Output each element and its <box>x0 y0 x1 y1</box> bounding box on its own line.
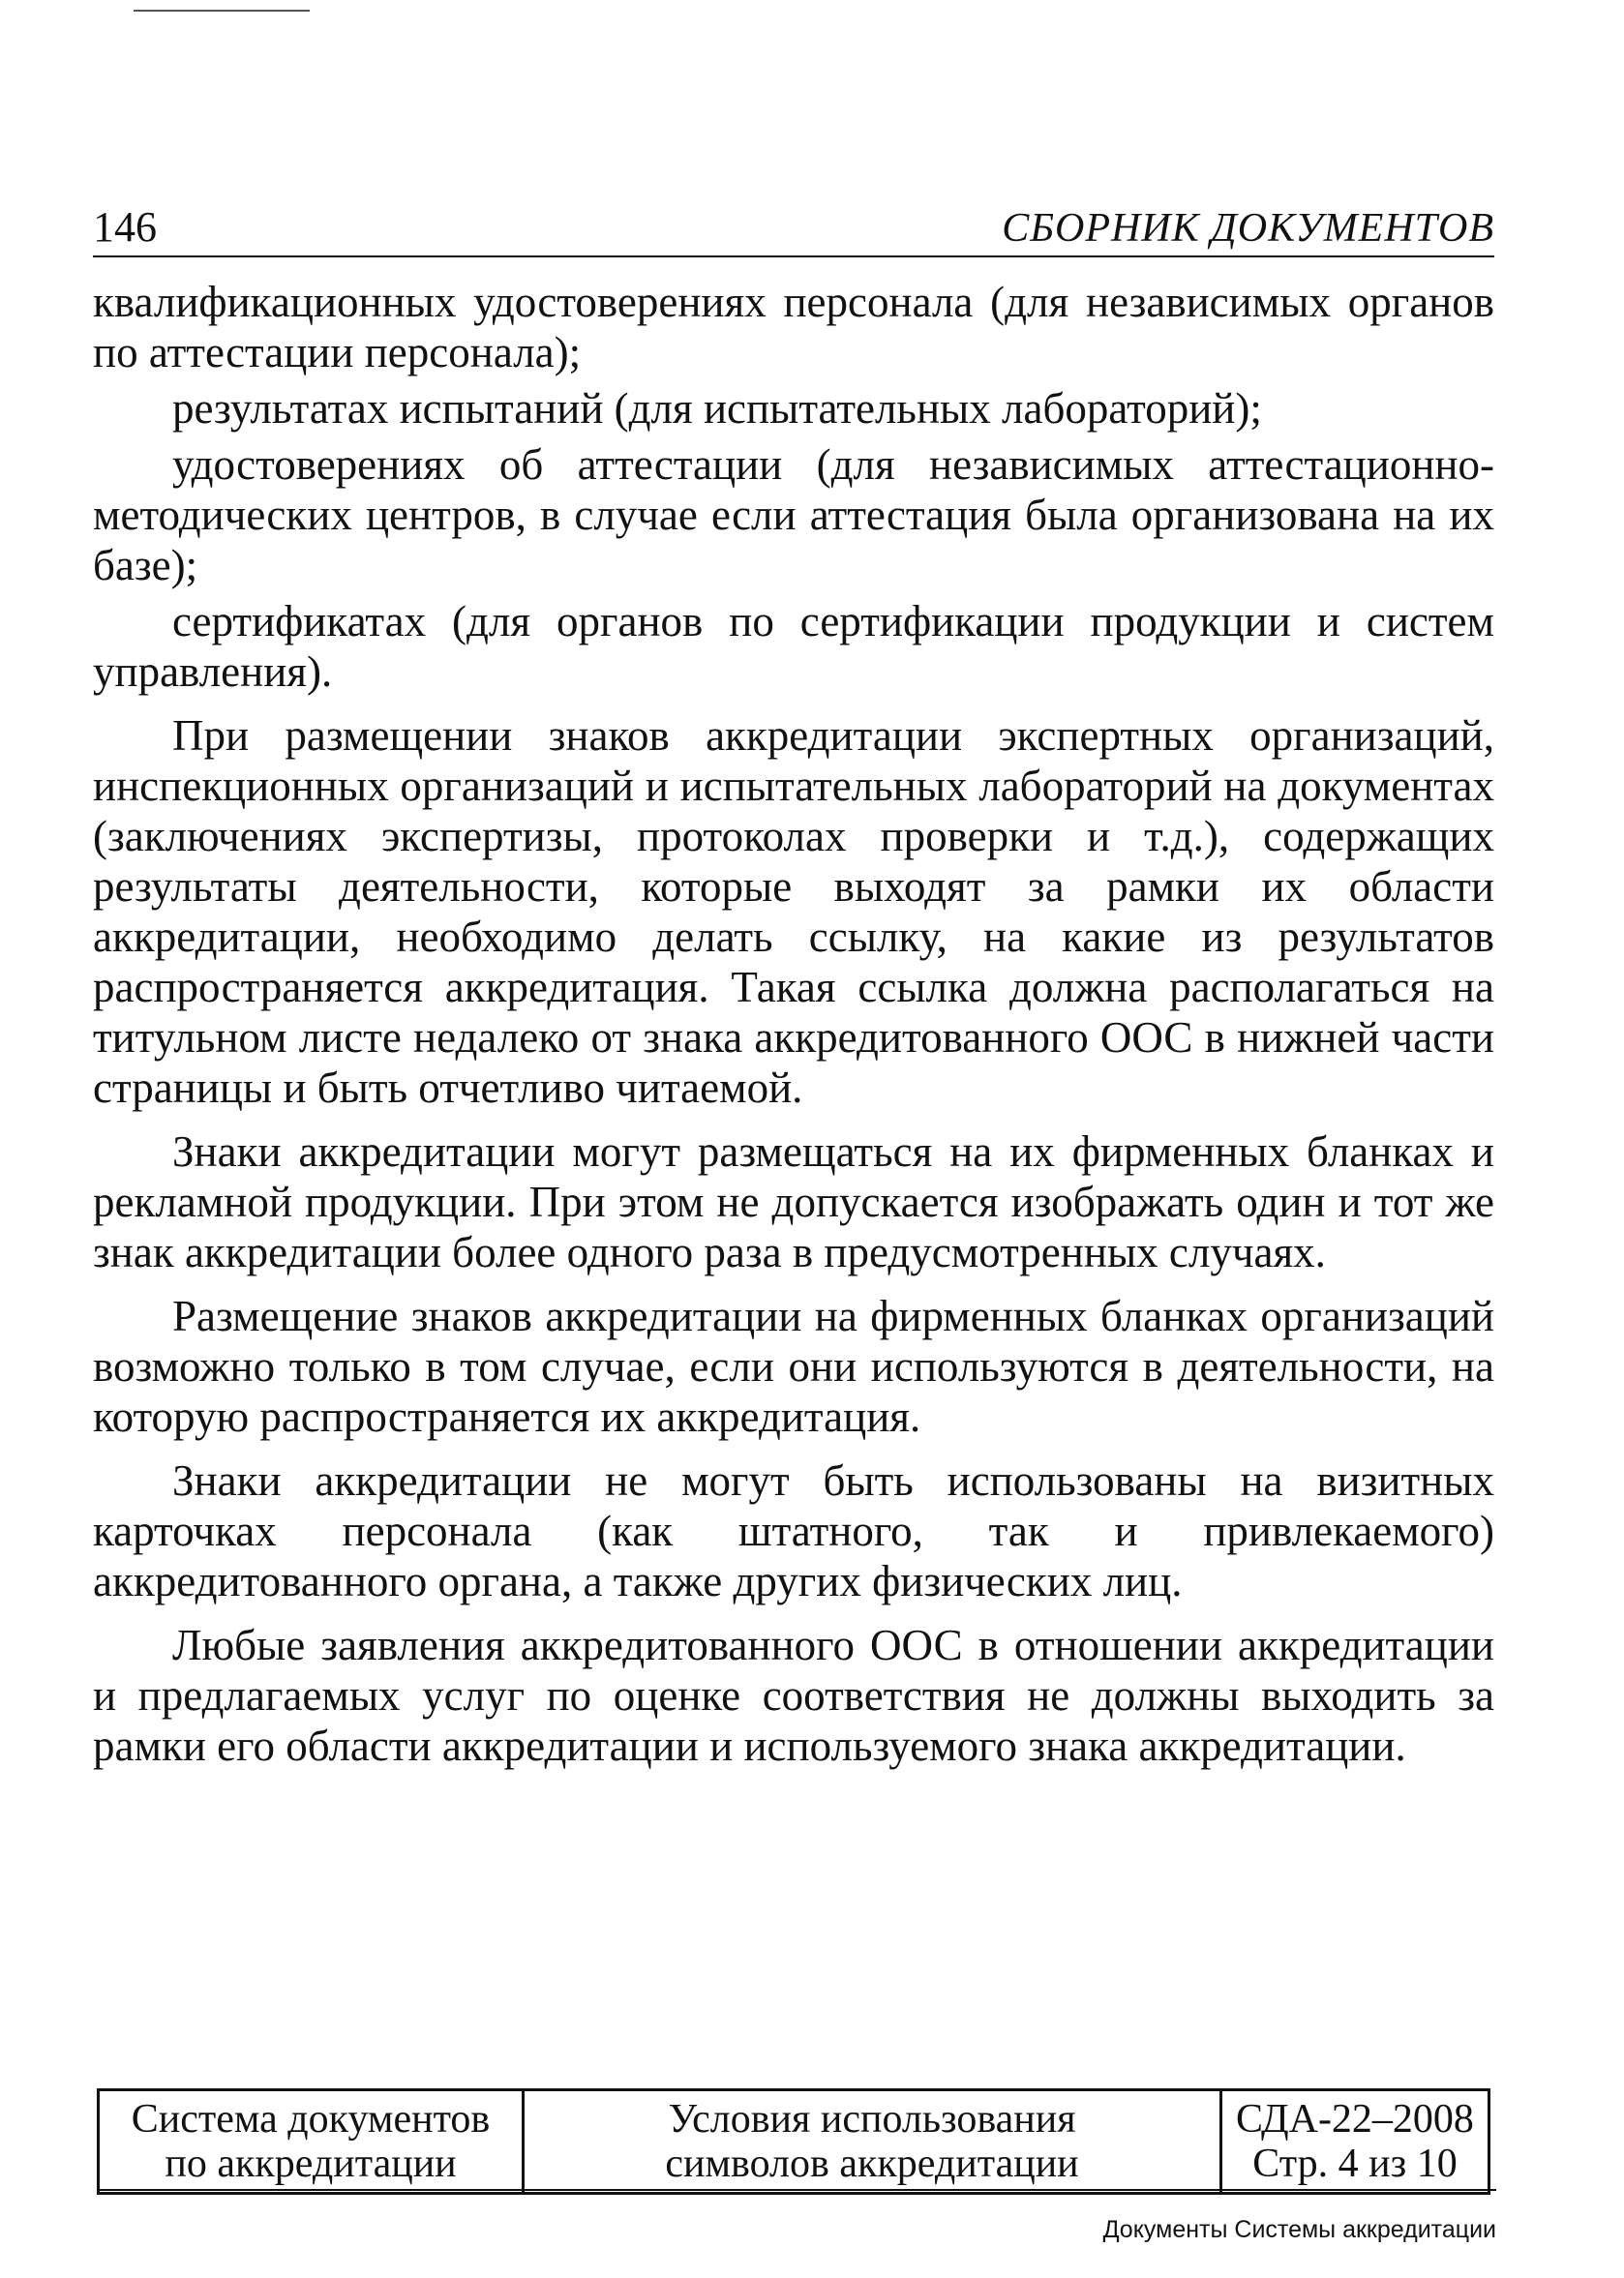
paragraph-1: квалификационных удостоверениях персонала (для независимых органов по аттестации персонала); <box>93 278 1494 376</box>
top-edge-rule <box>134 10 310 12</box>
footer-page-indicator: Стр. 4 из 10 <box>1252 2142 1458 2186</box>
page-number: 146 <box>93 203 157 251</box>
paragraph-7: Размещение знаков аккредитации на фирменных бланках организаций возможно только в том случае, если они используются в деятельности, на которую распространяется их аккредитация. <box>93 1292 1494 1441</box>
paragraph-6: Знаки аккредитации могут размещаться на их фирменных бланках и рекламной продукции. При этом не допускается изображать один и тот же знак аккредитации более одного раза в предусмотренных случаях. <box>93 1127 1494 1276</box>
footer-document-code: СДА-22–2008 <box>1236 2097 1474 2142</box>
paragraph-2: результатах испытаний (для испытательных лабораторий); <box>172 384 1262 433</box>
paragraph-5: При размещении знаков аккредитации экспертных организаций, инспекционных организаций и испытательных лабораторий на документах (заключениях экспертизы, протоколах проверки и т.д.), содержащих результаты деятельности, которые выходят за рамки их области аккредитации, необходимо делать ссылку, на какие из результатов распространяется аккредитация. Такая ссылка должна располагаться на титульном листе недалеко от знака аккредитованного ООС в нижней части страницы и быть отчетливо читаемой. <box>93 711 1494 1112</box>
paragraph-4: сертификатах (для органов по сертификации продукции и систем управления). <box>93 597 1494 696</box>
footer-title-cell <box>524 2090 1221 2194</box>
document-footer-table <box>97 2088 1490 2195</box>
footer-code-cell <box>1221 2090 1489 2194</box>
footer-title-line1: Условия использования <box>668 2097 1076 2142</box>
page-header <box>93 194 1494 257</box>
footer-title-line2: символов аккредитации <box>665 2142 1079 2186</box>
footer-table-row <box>99 2090 1489 2194</box>
source-line: Документы Системы аккредитации <box>1102 2216 1496 2243</box>
footer-system-line1: Система документов <box>131 2097 491 2142</box>
body-text <box>93 277 1494 1777</box>
footer-system-line2: по аккредитации <box>165 2142 457 2186</box>
footer-system-cell <box>99 2090 524 2194</box>
paragraph-8: Знаки аккредитации не могут быть использованы на визитных карточках персонала (как штатного, так и привлекаемого) аккредитованного органа, а также других физических лиц. <box>93 1456 1494 1605</box>
paragraph-3: удостоверениях об аттестации (для независимых аттестационно-методических центров, в случае если аттестация была организована на их базе); <box>93 440 1494 589</box>
bottom-rule <box>97 2189 1496 2191</box>
running-title: СБОРНИК ДОКУМЕНТОВ <box>1002 206 1494 251</box>
paragraph-9: Любые заявления аккредитованного ООС в отношении аккредитации и предлагаемых услуг по оценке соответствия не должны выходить за рамки его области аккредитации и используемого знака аккредитации. <box>93 1621 1494 1770</box>
